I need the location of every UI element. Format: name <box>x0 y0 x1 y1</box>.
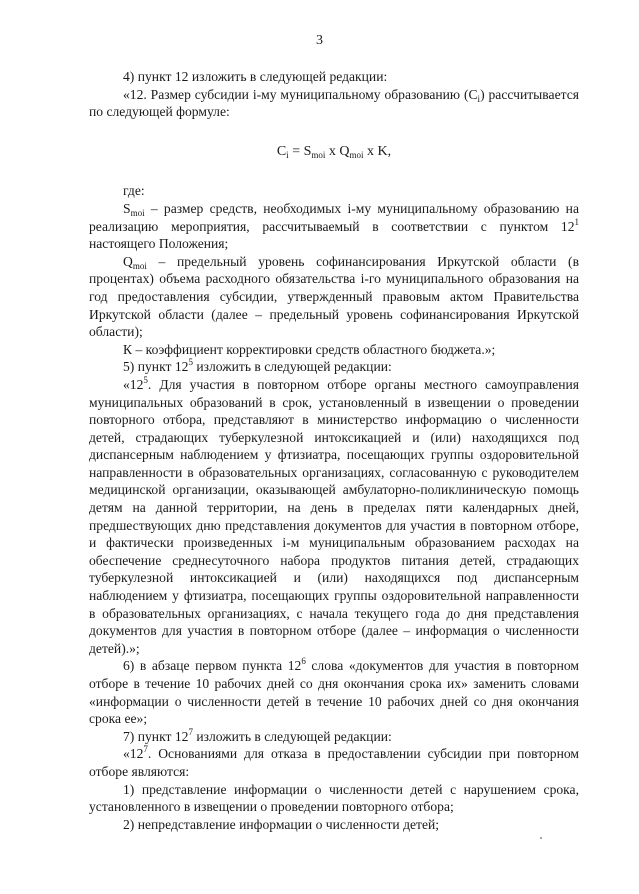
page-number: 3 <box>316 33 323 48</box>
paragraph-12-7: «$12^7$. Основаниями для отказа в предоставлении субсидии при повторном отборе являются: <box>89 744 579 779</box>
document-body <box>89 68 579 833</box>
where-label: где: <box>123 183 145 199</box>
definition-k: К – коэффициент корректировки средств областного бюджета.»; <box>123 341 496 357</box>
scan-speck <box>540 837 542 839</box>
paragraph-12-5: «$12^5$. Для участия в повторном отборе органы местного самоуправления муниципальных образований в срок, установленный в извещении о проведении повторного отбора, представляют в министерство информацию о численности детей, страдающих туберкулезной интоксикацией и (или) находящихся под диспансерным наблюдением у фтизиатра, посещающих группы оздоровительной направленности в образовательных организациях, согласованную с руководителем медицинской организации, оказывающей амбулаторно-поликлиническую помощь детям на данной территории, на день в пределах пяти календарных дней, предшествующих дню представления документов для участия в повторном отборе, и фактически произведенных i-м муниципальным образованием расходах на обеспечение среднесуточного набора продуктов питания детей, страдающих туберкулезной интоксикацией и (или) находящихся под диспансерным наблюдением у фтизиатра, посещающих группы оздоровительной направленности в образовательных организациях, с начала текущего года до дня представления документов для участия в повторном отборе (далее – информация о численности детей).»; <box>89 374 579 656</box>
definition-s: $S_{moi}$ – размер средств, необходимых i-му муниципальному образованию на реализацию мероприятия, рассчитываемый в соответствии с пунктом $12^1$ настоящего Положения; <box>89 200 579 252</box>
paragraph-item-6: 6) в абзаце первом пункта $12^6$ слова «документов для участия в повторном отборе в течение 10 рабочих дней со дня окончания срока их» заменить словами «информации о численности детей в течение 10 рабочих дней со дня окончания срока ее»; <box>89 656 579 727</box>
definition-q: $Q_{moi}$ – предельный уровень софинансирования Иркутской области (в процентах) объема расходного обязательства i-го муниципального образования на год предоставления субсидии, утвержденный правовым актом Правительства Иркутской области (далее – предельный уровень софинансирования Иркутской области); <box>89 253 579 340</box>
paragraph-item-4: 4) пункт 12 изложить в следующей редакции: <box>123 69 388 84</box>
subsidy-formula: $C_i = S_{moi}$ x $Q_{moi}$ x K, <box>276 143 392 160</box>
paragraph-12: «12. Размер субсидии i-му муниципальному образованию $(C_i)$ рассчитывается по следующей формуле: <box>89 86 579 120</box>
list-item-2: 2) непредставление информации о численности детей; <box>123 816 440 832</box>
paragraph-item-7: 7) пункт $12^7$ изложить в следующей редакции: <box>123 726 392 744</box>
list-item-1: 1) представление информации о численности детей с нарушением срока, установленного в извещении о проведении повторного отбора; <box>89 781 579 815</box>
paragraph-item-5: 5) пункт $12^5$ изложить в следующей редакции: <box>123 357 392 375</box>
